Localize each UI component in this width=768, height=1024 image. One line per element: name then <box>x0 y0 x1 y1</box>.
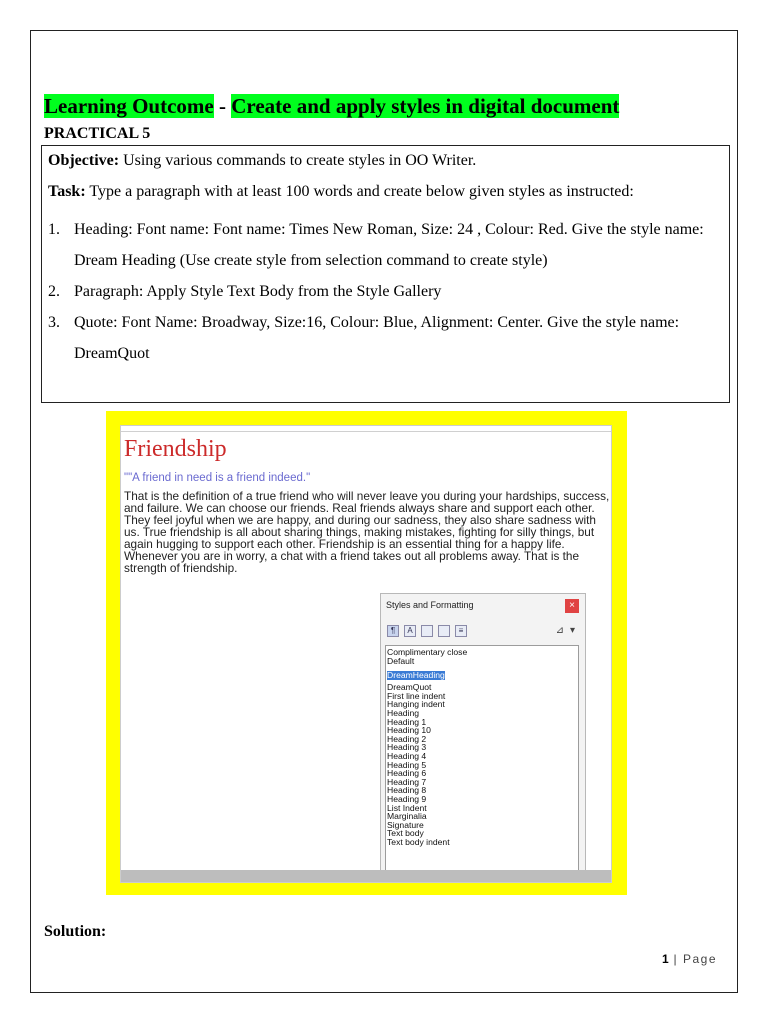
step-number: 1. <box>48 221 60 238</box>
style-name: DreamHeading <box>387 670 445 681</box>
ruler-line <box>121 431 611 432</box>
objective-label: Objective: <box>48 152 120 169</box>
style-name: Heading 8 <box>387 785 427 796</box>
page-styles-icon[interactable] <box>438 625 450 637</box>
task-line <box>48 181 723 203</box>
writer-screenshot <box>120 425 612 883</box>
objective-text: Using various commands to create styles in OO Writer. <box>119 152 477 169</box>
step-text: Heading: Font name: Font name: Times New Roman, Size: 24 , Colour: Red. Give the style name: Dream Heading (Use create style from selection command to create style) <box>74 221 704 269</box>
style-name: First line indent <box>387 690 446 701</box>
list-item <box>48 276 723 307</box>
scrollbar <box>121 870 611 882</box>
new-style-icon[interactable]: ▾ <box>569 625 575 636</box>
practical-heading: PRACTICAL 5 <box>44 125 151 142</box>
friendship-quote: ""A friend in need is a friend indeed." <box>124 472 311 484</box>
friendship-heading: Friendship <box>124 436 227 462</box>
screenshot-frame <box>106 411 627 895</box>
style-list[interactable] <box>385 645 579 883</box>
list-item[interactable] <box>387 657 577 666</box>
style-name: Heading 5 <box>387 759 427 770</box>
list-item <box>48 214 723 276</box>
style-name: Heading 6 <box>387 768 427 779</box>
style-name: Complimentary close <box>387 647 468 657</box>
style-name: List Indent <box>387 802 427 813</box>
list-item[interactable] <box>387 838 577 847</box>
task-box <box>41 145 730 403</box>
step-number: 3. <box>48 314 60 331</box>
list-item[interactable] <box>387 665 577 683</box>
objective-line <box>48 150 723 172</box>
page-label: | Page <box>668 952 717 966</box>
step-text: Paragraph: Apply Style Text Body from the Style Gallery <box>74 283 442 300</box>
list-item <box>48 307 723 369</box>
title-separator: - <box>213 94 232 118</box>
panel-actions <box>556 625 575 636</box>
style-name: Signature <box>387 819 424 830</box>
task-label: Task: <box>48 183 86 200</box>
learning-outcome-label: Learning Outcome <box>44 94 214 118</box>
style-name: Text body <box>387 828 424 839</box>
close-icon[interactable]: × <box>565 599 579 613</box>
task-text: Type a paragraph with at least 100 words and create below given styles as instructed: <box>85 183 634 200</box>
style-name: DreamQuot <box>387 682 432 693</box>
frame-styles-icon[interactable] <box>421 625 433 637</box>
style-name: Default <box>387 655 415 666</box>
style-name: Marginalia <box>387 811 427 822</box>
style-name: Heading 7 <box>387 776 427 787</box>
friendship-paragraph: That is the definition of a true friend who will never leave you during your hardships, success, and failure. We can choose our friends. Real friends always share and support each other. They feel joyful when we are happy, and during our sadness, they also share sadness with us. True friendship is all about sharing things, making mistakes, fighting for silly things, but again hugging to support each other. Friendship is an essential thing for a happy life. Whenever you are in worry, a chat with a friend takes out all problems away. That is the strength of friendship. <box>124 489 610 575</box>
fill-format-icon[interactable]: ⊿ <box>555 625 564 636</box>
page-number-value: 1 <box>662 952 669 966</box>
style-name: Heading 9 <box>387 793 427 804</box>
character-styles-icon[interactable]: A <box>404 625 416 637</box>
style-name: Text body indent <box>387 836 450 847</box>
page-number <box>662 952 717 966</box>
styles-and-formatting-panel <box>380 593 586 883</box>
task-steps-list <box>48 214 723 369</box>
style-name: Hanging indent <box>387 699 445 710</box>
style-name: Heading 4 <box>387 750 427 761</box>
solution-label: Solution: <box>44 923 107 940</box>
list-item[interactable] <box>387 648 577 657</box>
style-name: Heading 2 <box>387 733 427 744</box>
style-name: Heading <box>387 707 420 718</box>
style-name: Heading 3 <box>387 742 427 753</box>
learning-outcome-text: Create and apply styles in digital document <box>231 94 620 118</box>
style-family-toolbar <box>387 625 467 639</box>
style-name: Heading 10 <box>387 725 431 736</box>
step-number: 2. <box>48 283 60 300</box>
step-text: Quote: Font Name: Broadway, Size:16, Colour: Blue, Alignment: Center. Give the style name: DreamQuot <box>74 314 680 362</box>
list-styles-icon[interactable]: ≡ <box>455 625 467 637</box>
learning-outcome-title <box>44 93 619 119</box>
panel-title: Styles and Formatting <box>386 600 474 610</box>
paragraph-styles-icon[interactable]: ¶ <box>387 625 399 637</box>
style-name: Heading 1 <box>387 716 427 727</box>
